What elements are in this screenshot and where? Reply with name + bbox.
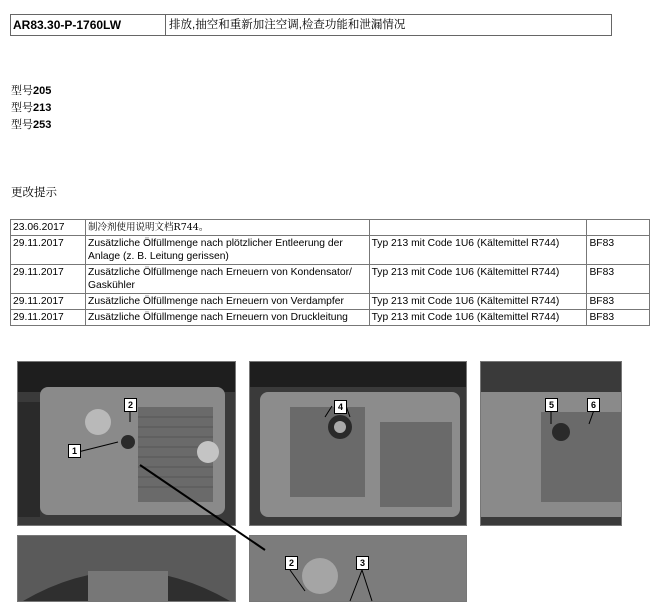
change-notes-heading: 更改提示 [11,187,57,199]
change-type [369,220,587,236]
model-item: 型号205 [11,85,52,97]
callout-label: 6 [587,398,600,412]
change-type: Typ 213 mit Code 1U6 (Kältemittel R744) [369,310,587,326]
document-title: 排放,抽空和重新加注空调,检查功能和泄漏情况 [169,19,406,31]
change-text: Zusätzliche Ölfüllmenge nach Erneuern von Kondensator/ Gaskühler [86,265,370,294]
change-date: 29.11.2017 [11,294,86,310]
change-type: Typ 213 mit Code 1U6 (Kältemittel R744) [369,236,587,265]
model-item: 型号213 [11,102,52,114]
change-date: 29.11.2017 [11,265,86,294]
connector-line [0,355,606,600]
callout-label: 1 [68,444,81,458]
change-ref: BF83 [587,236,650,265]
change-type: Typ 213 mit Code 1U6 (Kältemittel R744) [369,294,587,310]
callout-label: 3 [356,556,369,570]
illustration-area [0,355,606,600]
table-row [11,236,650,265]
change-text: 制冷剂使用说明文档R744。 [86,220,370,236]
change-type: Typ 213 mit Code 1U6 (Kältemittel R744) [369,265,587,294]
change-text: Zusätzliche Ölfüllmenge nach Erneuern von Verdampfer [86,294,370,310]
callout-label: 5 [545,398,558,412]
change-text: Zusätzliche Ölfüllmenge nach plötzlicher Entleerung der Anlage (z. B. Leitung gerissen) [86,236,370,265]
change-date: 29.11.2017 [11,236,86,265]
table-row [11,294,650,310]
change-ref [587,220,650,236]
document-code: AR83.30-P-1760LW [11,15,166,35]
table-row [11,310,650,326]
table-row [11,265,650,294]
callout-label: 2 [285,556,298,570]
change-ref: BF83 [587,265,650,294]
change-notes-table [10,219,650,326]
table-row [11,220,650,236]
change-ref: BF83 [587,310,650,326]
change-date: 29.11.2017 [11,310,86,326]
change-ref: BF83 [587,294,650,310]
model-list [11,83,51,134]
model-item: 型号253 [11,119,52,131]
change-date: 23.06.2017 [11,220,86,236]
callout-label: 4 [334,400,347,414]
change-text: Zusätzliche Ölfüllmenge nach Erneuern von Druckleitung [86,310,370,326]
callout-label: 2 [124,398,137,412]
document-header [10,14,612,36]
